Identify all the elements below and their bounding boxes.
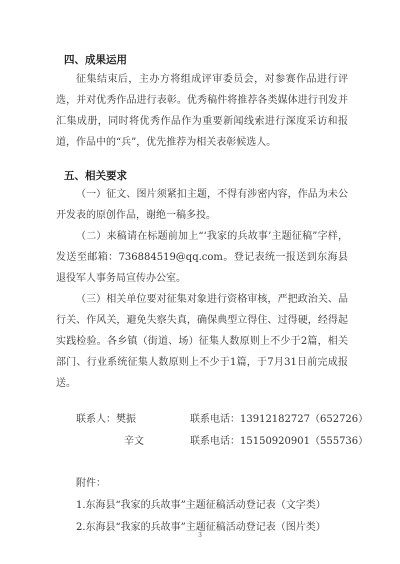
attachment-item-1: 1.东海县“我家的兵故事”主题征稿活动登记表（文字类） <box>76 500 326 511</box>
requirement-3: （三）相关单位要对征集对象进行资格审核，严把政治关、品行关、作风关，避免失察失真，确保典型立得住、过得硬，经得起实践检验。各乡镇（街道、场）征集人数原则上不少于2篇，相关部门、行业系统征集人数原则上不少于1篇，于7月31日前完成报送。 <box>56 294 348 389</box>
requirement-1: （一）征文、图片须紧扣主题，不得有涉密内容，作品为未公开发表的原创作品，谢绝一稿多投。 <box>56 189 348 221</box>
contact-phone: 联系电话：13912182727（652726） <box>190 414 369 425</box>
attachment-item-2: 2.东海县“我家的兵故事”主题征稿活动登记表（图片类） <box>76 522 326 533</box>
page-number: 3 <box>198 532 202 539</box>
requirement-2: （二）来稿请在标题前加上“‘我家的兵故事’主题征稿”字样，发送至邮箱：736884519@qq.com。登记表统一报送到东海县退役军人事务局宣传办公室。 <box>56 231 348 284</box>
contact-phone: 联系电话：15150920901（555736） <box>190 436 369 447</box>
contact-row-1 <box>76 410 369 425</box>
attachments-label: 附件： <box>76 478 106 489</box>
section-4-paragraph: 征集结束后，主办方将组成评审委员会，对参赛作品进行评选，并对优秀作品进行表彰。优秀稿件将推荐各类媒体进行刊发并汇集成册，同时将优秀作品作为重要新闻线索进行深度采访和报道，作品中的“兵”，优先推荐为相关表彰候选人。 <box>56 74 348 148</box>
contact-name: 樊振 <box>116 414 136 425</box>
contacts-label: 联系人： <box>76 414 116 425</box>
section-5-heading: 五、相关要求 <box>64 170 127 182</box>
contact-row-2 <box>124 432 369 447</box>
section-4-heading: 四、成果运用 <box>64 54 127 66</box>
contact-name: 辛文 <box>124 436 144 447</box>
